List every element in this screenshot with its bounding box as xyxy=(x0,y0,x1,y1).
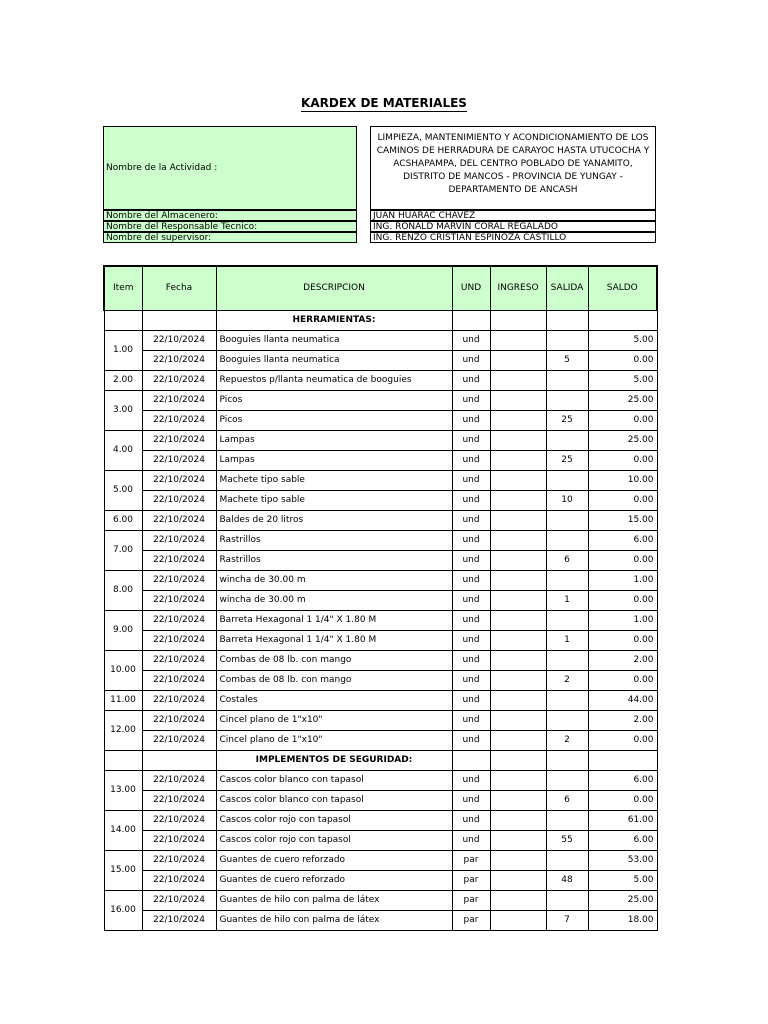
kardex-table xyxy=(103,265,658,931)
ingreso-cell xyxy=(490,630,546,650)
descripcion-cell: Cincel plano de 1"x10" xyxy=(216,730,452,750)
table-row xyxy=(104,470,657,490)
saldo-cell: 2.00 xyxy=(588,710,657,730)
und-cell: und xyxy=(452,690,490,710)
fecha-cell: 22/10/2024 xyxy=(142,590,216,610)
fecha-cell: 22/10/2024 xyxy=(142,610,216,630)
fecha-cell: 22/10/2024 xyxy=(142,710,216,730)
saldo-cell: 0.00 xyxy=(588,490,657,510)
descripcion-cell: Cascos color rojo con tapasol xyxy=(216,830,452,850)
section-row xyxy=(104,310,657,330)
item-number: 12.00 xyxy=(104,710,142,750)
table-row xyxy=(104,330,657,350)
fecha-cell: 22/10/2024 xyxy=(142,850,216,870)
descripcion-cell: Guantes de hilo con palma de látex xyxy=(216,910,452,930)
und-cell: und xyxy=(452,550,490,570)
table-row xyxy=(104,410,657,430)
table-row xyxy=(104,430,657,450)
column-header-fecha: Fecha xyxy=(142,266,216,310)
salida-cell xyxy=(546,810,588,830)
salida-cell xyxy=(546,430,588,450)
saldo-cell: 0.00 xyxy=(588,730,657,750)
und-cell: und xyxy=(452,330,490,350)
salida-cell: 10 xyxy=(546,490,588,510)
fecha-cell: 22/10/2024 xyxy=(142,890,216,910)
fecha-cell: 22/10/2024 xyxy=(142,810,216,830)
salida-cell: 7 xyxy=(546,910,588,930)
item-number: 11.00 xyxy=(104,690,142,710)
section-empty-cell xyxy=(546,750,588,770)
column-header-salida: SALIDA xyxy=(546,266,588,310)
salida-cell xyxy=(546,850,588,870)
fecha-cell: 22/10/2024 xyxy=(142,490,216,510)
item-number: 2.00 xyxy=(104,370,142,390)
ingreso-cell xyxy=(490,770,546,790)
fecha-cell: 22/10/2024 xyxy=(142,350,216,370)
saldo-cell: 1.00 xyxy=(588,570,657,590)
section-row xyxy=(104,750,657,770)
table-row xyxy=(104,890,657,910)
salida-cell xyxy=(546,710,588,730)
fecha-cell: 22/10/2024 xyxy=(142,450,216,470)
und-cell: und xyxy=(452,430,490,450)
column-header-ingreso: INGRESO xyxy=(490,266,546,310)
und-cell: und xyxy=(452,710,490,730)
saldo-cell: 25.00 xyxy=(588,890,657,910)
saldo-cell: 6.00 xyxy=(588,770,657,790)
fecha-cell: 22/10/2024 xyxy=(142,390,216,410)
und-cell: und xyxy=(452,370,490,390)
fecha-cell: 22/10/2024 xyxy=(142,570,216,590)
supervisor-label: Nombre del supervisor: xyxy=(103,232,357,243)
salida-cell xyxy=(546,770,588,790)
saldo-cell: 2.00 xyxy=(588,650,657,670)
column-header-item: Item xyxy=(104,266,142,310)
table-row xyxy=(104,450,657,470)
descripcion-cell: Machete tipo sable xyxy=(216,490,452,510)
descripcion-cell: Picos xyxy=(216,390,452,410)
saldo-cell: 1.00 xyxy=(588,610,657,630)
item-number: 7.00 xyxy=(104,530,142,570)
und-cell: und xyxy=(452,510,490,530)
section-empty-cell xyxy=(452,750,490,770)
salida-cell xyxy=(546,470,588,490)
saldo-cell: 18.00 xyxy=(588,910,657,930)
und-cell: und xyxy=(452,610,490,630)
fecha-cell: 22/10/2024 xyxy=(142,630,216,650)
table-row xyxy=(104,630,657,650)
descripcion-cell: Cascos color rojo con tapasol xyxy=(216,810,452,830)
salida-cell xyxy=(546,890,588,910)
ingreso-cell xyxy=(490,530,546,550)
item-number: 14.00 xyxy=(104,810,142,850)
technical-responsible-label: Nombre del Responsable Técnico: xyxy=(103,221,357,232)
section-empty-cell xyxy=(490,750,546,770)
saldo-cell: 0.00 xyxy=(588,410,657,430)
table-row xyxy=(104,810,657,830)
column-header-descripcion: DESCRIPCION xyxy=(216,266,452,310)
und-cell: und xyxy=(452,470,490,490)
salida-cell: 25 xyxy=(546,450,588,470)
storekeeper-value: JUAN HUARAC CHAVEZ xyxy=(370,210,656,221)
ingreso-cell xyxy=(490,870,546,890)
table-row xyxy=(104,850,657,870)
technical-responsible-value: ING. RONALD MARVIN CORAL REGALADO xyxy=(370,221,656,232)
saldo-cell: 25.00 xyxy=(588,390,657,410)
und-cell: par xyxy=(452,870,490,890)
table-row xyxy=(104,790,657,810)
table-row xyxy=(104,730,657,750)
table-row xyxy=(104,830,657,850)
salida-cell: 2 xyxy=(546,730,588,750)
ingreso-cell xyxy=(490,550,546,570)
und-cell: und xyxy=(452,650,490,670)
item-number: 6.00 xyxy=(104,510,142,530)
saldo-cell: 5.00 xyxy=(588,370,657,390)
fecha-cell: 22/10/2024 xyxy=(142,370,216,390)
salida-cell xyxy=(546,570,588,590)
ingreso-cell xyxy=(490,490,546,510)
salida-cell: 5 xyxy=(546,350,588,370)
salida-cell xyxy=(546,690,588,710)
fecha-cell: 22/10/2024 xyxy=(142,410,216,430)
section-empty-cell xyxy=(588,750,657,770)
ingreso-cell xyxy=(490,350,546,370)
descripcion-cell: Cincel plano de 1"x10" xyxy=(216,710,452,730)
saldo-cell: 44.00 xyxy=(588,690,657,710)
fecha-cell: 22/10/2024 xyxy=(142,690,216,710)
saldo-cell: 6.00 xyxy=(588,530,657,550)
und-cell: und xyxy=(452,390,490,410)
ingreso-cell xyxy=(490,590,546,610)
item-number: 3.00 xyxy=(104,390,142,430)
section-fecha-cell xyxy=(142,750,216,770)
fecha-cell: 22/10/2024 xyxy=(142,870,216,890)
table-row xyxy=(104,570,657,590)
section-fecha-cell xyxy=(142,310,216,330)
descripcion-cell: Barreta Hexagonal 1 1/4" X 1.80 M xyxy=(216,610,452,630)
salida-cell: 55 xyxy=(546,830,588,850)
salida-cell xyxy=(546,510,588,530)
und-cell: und xyxy=(452,490,490,510)
und-cell: und xyxy=(452,590,490,610)
salida-cell xyxy=(546,390,588,410)
table-row xyxy=(104,370,657,390)
und-cell: und xyxy=(452,630,490,650)
ingreso-cell xyxy=(490,410,546,430)
fecha-cell: 22/10/2024 xyxy=(142,730,216,750)
descripcion-cell: wincha de 30.00 m xyxy=(216,590,452,610)
salida-cell xyxy=(546,530,588,550)
item-number: 9.00 xyxy=(104,610,142,650)
ingreso-cell xyxy=(490,570,546,590)
descripcion-cell: Lampas xyxy=(216,430,452,450)
table-row xyxy=(104,590,657,610)
saldo-cell: 6.00 xyxy=(588,830,657,850)
saldo-cell: 0.00 xyxy=(588,350,657,370)
saldo-cell: 10.00 xyxy=(588,470,657,490)
ingreso-cell xyxy=(490,910,546,930)
ingreso-cell xyxy=(490,730,546,750)
descripcion-cell: wincha de 30.00 m xyxy=(216,570,452,590)
und-cell: und xyxy=(452,570,490,590)
fecha-cell: 22/10/2024 xyxy=(142,510,216,530)
descripcion-cell: Picos xyxy=(216,410,452,430)
table-row xyxy=(104,710,657,730)
table-row xyxy=(104,510,657,530)
ingreso-cell xyxy=(490,690,546,710)
descripcion-cell: Rastrillos xyxy=(216,530,452,550)
saldo-cell: 53.00 xyxy=(588,850,657,870)
table-row xyxy=(104,350,657,370)
fecha-cell: 22/10/2024 xyxy=(142,770,216,790)
salida-cell: 1 xyxy=(546,590,588,610)
section-item-cell xyxy=(104,310,142,330)
section-empty-cell xyxy=(490,310,546,330)
salida-cell xyxy=(546,650,588,670)
descripcion-cell: Cascos color blanco con tapasol xyxy=(216,770,452,790)
table-row xyxy=(104,770,657,790)
table-row xyxy=(104,910,657,930)
saldo-cell: 0.00 xyxy=(588,670,657,690)
ingreso-cell xyxy=(490,370,546,390)
und-cell: par xyxy=(452,850,490,870)
descripcion-cell: Lampas xyxy=(216,450,452,470)
salida-cell: 48 xyxy=(546,870,588,890)
saldo-cell: 61.00 xyxy=(588,810,657,830)
salida-cell: 25 xyxy=(546,410,588,430)
table-row xyxy=(104,530,657,550)
descripcion-cell: Guantes de hilo con palma de látex xyxy=(216,890,452,910)
ingreso-cell xyxy=(490,890,546,910)
table-row xyxy=(104,670,657,690)
fecha-cell: 22/10/2024 xyxy=(142,430,216,450)
ingreso-cell xyxy=(490,790,546,810)
ingreso-cell xyxy=(490,330,546,350)
item-number: 5.00 xyxy=(104,470,142,510)
ingreso-cell xyxy=(490,670,546,690)
salida-cell: 6 xyxy=(546,790,588,810)
fecha-cell: 22/10/2024 xyxy=(142,550,216,570)
descripcion-cell: Repuestos p/llanta neumatica de booguies xyxy=(216,370,452,390)
activity-value: LIMPIEZA, MANTENIMIENTO Y ACONDICIONAMIENTO DE LOS CAMINOS DE HERRADURA DE CARAYOC HASTA UTUCOCHA Y ACSHAPAMPA, DEL CENTRO POBLADO DE YANAMITO, DISTRITO DE MANCOS - PROVINCIA DE YUNGAY - DEPARTAMENTO DE ANCASH xyxy=(370,126,656,210)
saldo-cell: 5.00 xyxy=(588,330,657,350)
item-number: 15.00 xyxy=(104,850,142,890)
table-row xyxy=(104,390,657,410)
table-row xyxy=(104,610,657,630)
item-number: 4.00 xyxy=(104,430,142,470)
und-cell: und xyxy=(452,790,490,810)
saldo-cell: 25.00 xyxy=(588,430,657,450)
ingreso-cell xyxy=(490,710,546,730)
und-cell: par xyxy=(452,890,490,910)
ingreso-cell xyxy=(490,810,546,830)
table-row xyxy=(104,490,657,510)
ingreso-cell xyxy=(490,830,546,850)
ingreso-cell xyxy=(490,450,546,470)
storekeeper-label: Nombre del Almacenero: xyxy=(103,210,357,221)
section-empty-cell xyxy=(452,310,490,330)
saldo-cell: 0.00 xyxy=(588,550,657,570)
descripcion-cell: Cascos color blanco con tapasol xyxy=(216,790,452,810)
fecha-cell: 22/10/2024 xyxy=(142,790,216,810)
salida-cell: 6 xyxy=(546,550,588,570)
document-title: KARDEX DE MATERIALES xyxy=(301,96,467,110)
und-cell: und xyxy=(452,450,490,470)
item-number: 16.00 xyxy=(104,890,142,930)
saldo-cell: 5.00 xyxy=(588,870,657,890)
saldo-cell: 0.00 xyxy=(588,790,657,810)
descripcion-cell: Barreta Hexagonal 1 1/4" X 1.80 M xyxy=(216,630,452,650)
section-item-cell xyxy=(104,750,142,770)
descripcion-cell: Machete tipo sable xyxy=(216,470,452,490)
table-row xyxy=(104,690,657,710)
descripcion-cell: Costales xyxy=(216,690,452,710)
ingreso-cell xyxy=(490,430,546,450)
saldo-cell: 0.00 xyxy=(588,630,657,650)
und-cell: und xyxy=(452,530,490,550)
ingreso-cell xyxy=(490,650,546,670)
und-cell: par xyxy=(452,910,490,930)
table-row xyxy=(104,650,657,670)
und-cell: und xyxy=(452,830,490,850)
item-number: 1.00 xyxy=(104,330,142,370)
saldo-cell: 0.00 xyxy=(588,590,657,610)
und-cell: und xyxy=(452,770,490,790)
descripcion-cell: Guantes de cuero reforzado xyxy=(216,850,452,870)
section-empty-cell xyxy=(546,310,588,330)
ingreso-cell xyxy=(490,470,546,490)
section-title: HERRAMIENTAS: xyxy=(216,310,452,330)
ingreso-cell xyxy=(490,390,546,410)
salida-cell xyxy=(546,330,588,350)
item-number: 8.00 xyxy=(104,570,142,610)
salida-cell: 2 xyxy=(546,670,588,690)
table-header-row xyxy=(104,266,657,310)
und-cell: und xyxy=(452,730,490,750)
salida-cell xyxy=(546,610,588,630)
saldo-cell: 0.00 xyxy=(588,450,657,470)
und-cell: und xyxy=(452,670,490,690)
fecha-cell: 22/10/2024 xyxy=(142,650,216,670)
fecha-cell: 22/10/2024 xyxy=(142,670,216,690)
descripcion-cell: Baldes de 20 litros xyxy=(216,510,452,530)
descripcion-cell: Booguies llanta neumatica xyxy=(216,350,452,370)
supervisor-value: ING. RENZO CRISTIAN ESPINOZA CASTILLO xyxy=(370,232,656,243)
ingreso-cell xyxy=(490,850,546,870)
und-cell: und xyxy=(452,810,490,830)
salida-cell xyxy=(546,370,588,390)
item-number: 13.00 xyxy=(104,770,142,810)
table-row xyxy=(104,870,657,890)
descripcion-cell: Guantes de cuero reforzado xyxy=(216,870,452,890)
descripcion-cell: Combas de 08 lb. con mango xyxy=(216,670,452,690)
column-header-saldo: SALDO xyxy=(588,266,657,310)
fecha-cell: 22/10/2024 xyxy=(142,830,216,850)
salida-cell: 1 xyxy=(546,630,588,650)
item-number: 10.00 xyxy=(104,650,142,690)
fecha-cell: 22/10/2024 xyxy=(142,330,216,350)
ingreso-cell xyxy=(490,510,546,530)
section-title: IMPLEMENTOS DE SEGURIDAD: xyxy=(216,750,452,770)
column-header-und: UND xyxy=(452,266,490,310)
table-body xyxy=(104,310,657,930)
descripcion-cell: Rastrillos xyxy=(216,550,452,570)
saldo-cell: 15.00 xyxy=(588,510,657,530)
fecha-cell: 22/10/2024 xyxy=(142,470,216,490)
fecha-cell: 22/10/2024 xyxy=(142,910,216,930)
table-row xyxy=(104,550,657,570)
fecha-cell: 22/10/2024 xyxy=(142,530,216,550)
und-cell: und xyxy=(452,410,490,430)
descripcion-cell: Booguies llanta neumatica xyxy=(216,330,452,350)
ingreso-cell xyxy=(490,610,546,630)
descripcion-cell: Combas de 08 lb. con mango xyxy=(216,650,452,670)
section-empty-cell xyxy=(588,310,657,330)
und-cell: und xyxy=(452,350,490,370)
activity-label: Nombre de la Actividad : xyxy=(103,126,357,210)
